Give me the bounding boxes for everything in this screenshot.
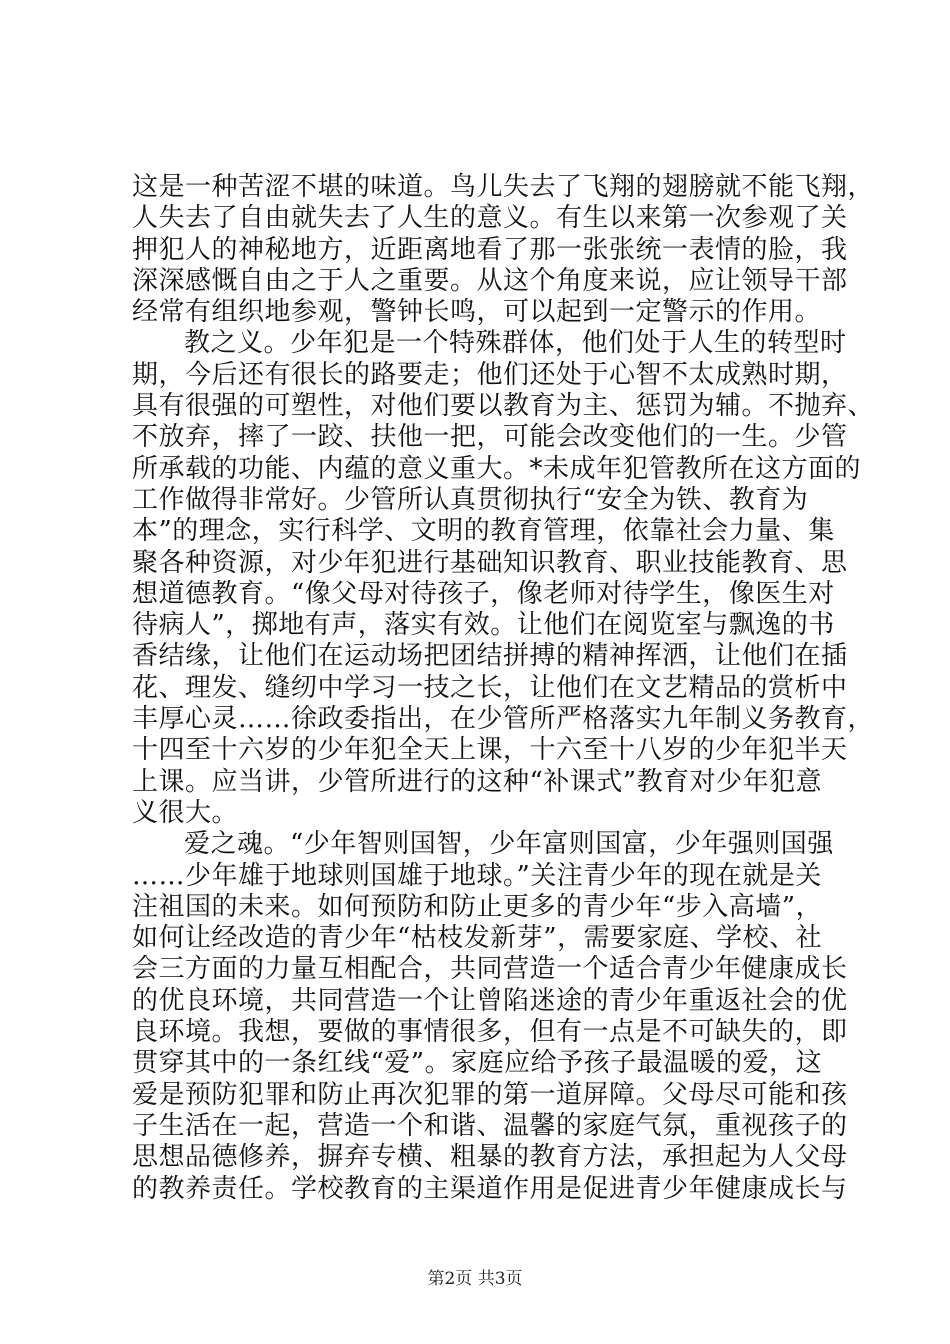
text-line: 人失去了自由就失去了人生的意义。有生以来第一次参观了关 [132, 203, 848, 234]
text-line: 待病人”，掷地有声，落实有效。让他们在阅览室与飘逸的书 [132, 610, 835, 641]
text-line: 十四至十六岁的少年犯全天上课，十六至十八岁的少年犯半天 [132, 735, 848, 766]
text-line: 这是一种苦涩不堪的味道。鸟儿失去了飞翔的翅膀就不能飞翔， [132, 172, 875, 202]
page-number: 第2页 共3页 [427, 1269, 523, 1289]
document-body [132, 172, 875, 1205]
text-line: 所承载的功能、内蕴的意义重大。*未成年犯管教所在这方面的 [132, 453, 862, 484]
text-line: 想道德教育。“像父母对待孩子，像老师对待学生，像医生对 [132, 578, 835, 609]
text-line: ……少年雄于地球则国雄于地球。”关注青少年的现在就是关 [132, 860, 822, 891]
text-line: 如何让经改造的青少年“枯枝发新芽”，需要家庭、学校、社 [132, 923, 823, 954]
text-line: 贯穿其中的一条红线“爱”。家庭应给予孩子最温暖的爱，这 [132, 1048, 823, 1079]
text-line: 思想品德修养，摒弃专横、粗暴的教育方法，承担起为人父母 [132, 1142, 848, 1173]
text-line: 注祖国的未来。如何预防和防止更多的青少年“步入高墙”， [132, 891, 823, 922]
text-line: 的优良环境，共同营造一个让曾陷迷途的青少年重返社会的优 [132, 985, 848, 1016]
text-line: 的教养责任。学校教育的主渠道作用是促进青少年健康成长与 [132, 1173, 848, 1204]
text-line: 会三方面的力量互相配合，共同营造一个适合青少年健康成长 [132, 954, 848, 985]
text-line: 深深感慨自由之于人之重要。从这个角度来说，应让领导干部 [132, 265, 848, 296]
text-line: 聚各种资源，对少年犯进行基础知识教育、职业技能教育、思 [132, 547, 848, 578]
text-line: 具有很强的可塑性，对他们要以教育为主、惩罚为辅。不抛弃、 [132, 391, 875, 422]
text-line: 工作做得非常好。少管所认真贯彻执行“安全为铁、教育为 [132, 484, 809, 515]
text-line: 本”的理念，实行科学、文明的教育管理，依靠社会力量、集 [132, 516, 835, 547]
text-line: 上课。应当讲，少管所进行的这种“补课式”教育对少年犯意 [132, 766, 823, 797]
text-line: 良环境。我想，要做的事情很多，但有一点是不可缺失的，即 [132, 1017, 848, 1048]
text-line: 子生活在一起，营造一个和谐、温馨的家庭气氛，重视孩子的 [132, 1110, 848, 1141]
text-line: 期，今后还有很长的路要走；他们还处于心智不太成熟时期， [132, 359, 848, 390]
text-line: 花、理发、缝纫中学习一技之长，让他们在文艺精品的赏析中 [132, 672, 848, 703]
text-line: 丰厚心灵……徐政委指出，在少管所严格落实九年制义务教育， [132, 704, 875, 735]
paragraph-start-line: 教之义。少年犯是一个特殊群体，他们处于人生的转型时 [184, 328, 847, 359]
text-line: 经常有组织地参观，警钟长鸣，可以起到一定警示的作用。 [132, 297, 822, 328]
text-line: 爱是预防犯罪和防止再次犯罪的第一道屏障。父母尽可能和孩 [132, 1079, 848, 1110]
text-line: 义很大。 [132, 797, 239, 828]
paragraph-start-line: 爱之魂。“少年智则国智，少年富则国富，少年强则国强 [184, 829, 834, 860]
text-line: 香结缘，让他们在运动场把团结拼搏的精神挥洒，让他们在插 [132, 641, 848, 672]
text-line: 不放弃，摔了一跤、扶他一把，可能会改变他们的一生。少管 [132, 422, 848, 453]
text-line: 押犯人的神秘地方，近距离地看了那一张张统一表情的脸，我 [132, 234, 848, 265]
